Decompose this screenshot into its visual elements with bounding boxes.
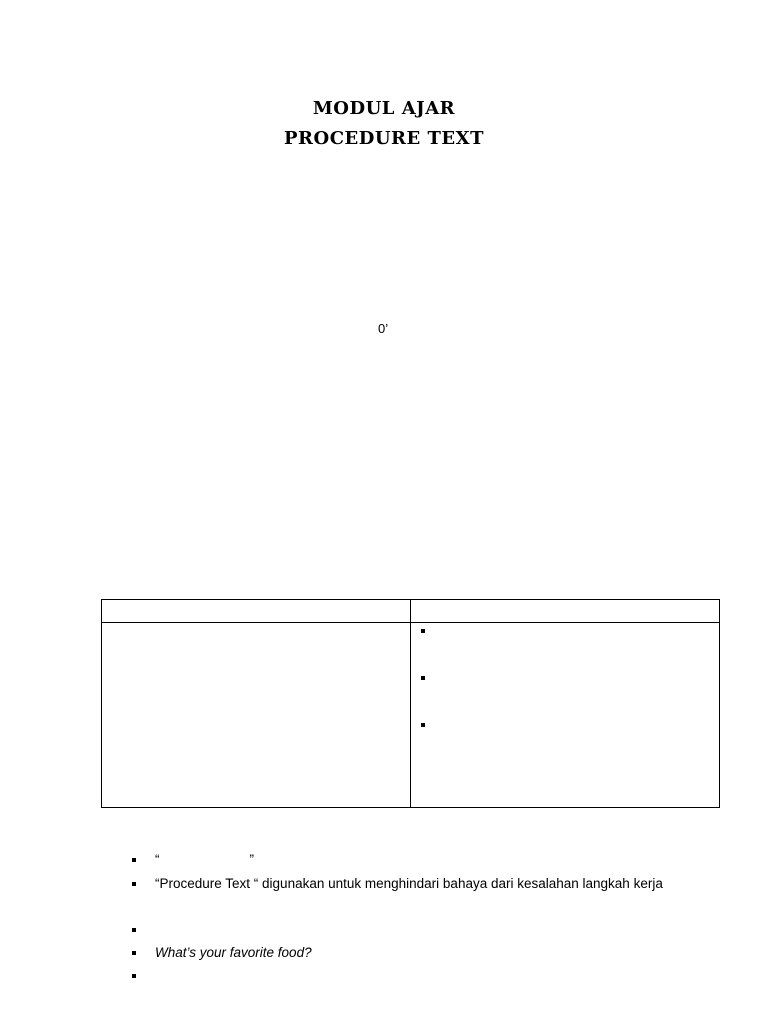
stray-mark-text: 0’ bbox=[378, 321, 389, 336]
bullet-text: What’s your favorite food? bbox=[155, 945, 312, 960]
square-bullet-icon bbox=[421, 629, 425, 633]
square-bullet-icon bbox=[421, 676, 425, 680]
square-bullet-icon bbox=[132, 858, 136, 862]
cell-bullet-item bbox=[411, 717, 719, 764]
table-header-cell-left bbox=[102, 600, 411, 623]
content-table bbox=[101, 599, 720, 808]
square-bullet-icon bbox=[132, 882, 136, 886]
square-bullet-icon bbox=[421, 723, 425, 727]
bullet-text: “ ” bbox=[155, 852, 255, 867]
table-header-cell-right bbox=[411, 600, 720, 623]
table-body-cell-right bbox=[411, 623, 720, 808]
cell-bullet-item bbox=[411, 670, 719, 717]
document-title-line1: MODUL AJAR bbox=[312, 98, 456, 119]
table-body-row bbox=[102, 623, 720, 808]
cell-bullet-list bbox=[411, 623, 719, 764]
table-header-row bbox=[102, 600, 720, 623]
square-bullet-icon bbox=[132, 974, 136, 978]
square-bullet-icon bbox=[132, 951, 136, 955]
table-body-cell-left bbox=[102, 623, 411, 808]
square-bullet-icon bbox=[132, 928, 136, 932]
document-title-line2: PROCEDURE TEXT bbox=[284, 128, 484, 149]
bullet-text: “Procedure Text “ digunakan untuk menghindari bahaya dari kesalahan langkah kerja bbox=[155, 876, 663, 891]
cell-bullet-item bbox=[411, 623, 719, 670]
